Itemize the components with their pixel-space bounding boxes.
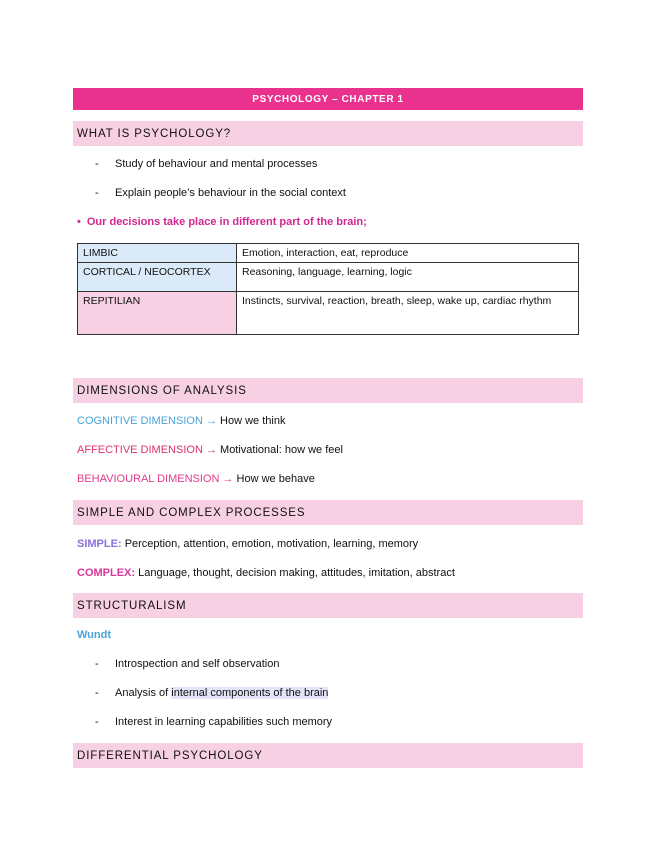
dash-bullet: - [95, 187, 99, 199]
list-item [95, 687, 328, 699]
list-item-text: Analysis of [115, 687, 169, 699]
brain-desc-cell: Instincts, survival, reaction, breath, sleep, wake up, cardiac rhythm [237, 292, 579, 335]
dimension-behavioural [77, 473, 315, 485]
brain-part-cell: LIMBIC [78, 244, 237, 263]
simple-label: SIMPLE: [77, 538, 122, 550]
arrow-right-icon: → [205, 415, 217, 427]
dimension-text: How we think [220, 415, 286, 427]
list-item [95, 716, 332, 728]
brain-highlight-note [77, 216, 367, 228]
brain-desc-cell: Emotion, interaction, eat, reproduce [237, 244, 579, 263]
dimension-affective [77, 444, 343, 456]
complex-text: Language, thought, decision making, attitudes, imitation, abstract [138, 567, 455, 579]
dimension-label: COGNITIVE DIMENSION [77, 415, 203, 427]
dash-bullet: - [95, 687, 99, 699]
dimension-label: BEHAVIOURAL DIMENSION [77, 473, 220, 485]
brain-table [77, 243, 579, 335]
list-item [95, 158, 317, 170]
arrow-right-icon: → [222, 473, 234, 485]
highlighted-text: internal components of the brain [171, 687, 329, 699]
list-item-text: Interest in learning capabilities such memory [115, 716, 333, 728]
dimension-text: Motivational: how we feel [220, 444, 343, 456]
structuralism-author: Wundt [77, 629, 112, 641]
dash-bullet: - [95, 716, 99, 728]
list-item-text: Study of behaviour and mental processes [115, 158, 318, 170]
table-row [78, 263, 579, 292]
table-row [78, 244, 579, 263]
section-processes: SIMPLE AND COMPLEX PROCESSES [73, 500, 583, 525]
brain-desc-cell: Reasoning, language, learning, logic [237, 263, 579, 292]
brain-part-cell: CORTICAL / NEOCORTEX [78, 263, 237, 292]
simple-text: Perception, attention, emotion, motivation, learning, memory [124, 538, 419, 550]
list-item-text: Explain people’s behaviour in the social context [115, 187, 346, 199]
brain-part-cell: REPITILIAN [78, 292, 237, 335]
complex-label: COMPLEX: [77, 567, 136, 579]
dot-bullet: • [77, 216, 81, 228]
arrow-right-icon: → [205, 444, 217, 456]
section-structuralism: STRUCTURALISM [73, 593, 583, 618]
dash-bullet: - [95, 158, 99, 170]
list-item-text: Introspection and self observation [115, 658, 280, 670]
dash-bullet: - [95, 658, 99, 670]
list-item [95, 658, 280, 670]
dimension-label: AFFECTIVE DIMENSION [77, 444, 203, 456]
section-differential: DIFFERENTIAL PSYCHOLOGY [73, 743, 583, 768]
simple-processes [77, 538, 418, 550]
section-dimensions: DIMENSIONS OF ANALYSIS [73, 378, 583, 403]
dimension-cognitive [77, 415, 285, 427]
table-row [78, 292, 579, 335]
section-what-is-psychology: WHAT IS PSYCHOLOGY? [73, 121, 583, 146]
page-title: PSYCHOLOGY – CHAPTER 1 [73, 88, 583, 110]
highlight-text: Our decisions take place in different part of the brain; [86, 216, 367, 228]
dimension-text: How we behave [236, 473, 315, 485]
list-item [95, 187, 346, 199]
complex-processes [77, 567, 455, 579]
